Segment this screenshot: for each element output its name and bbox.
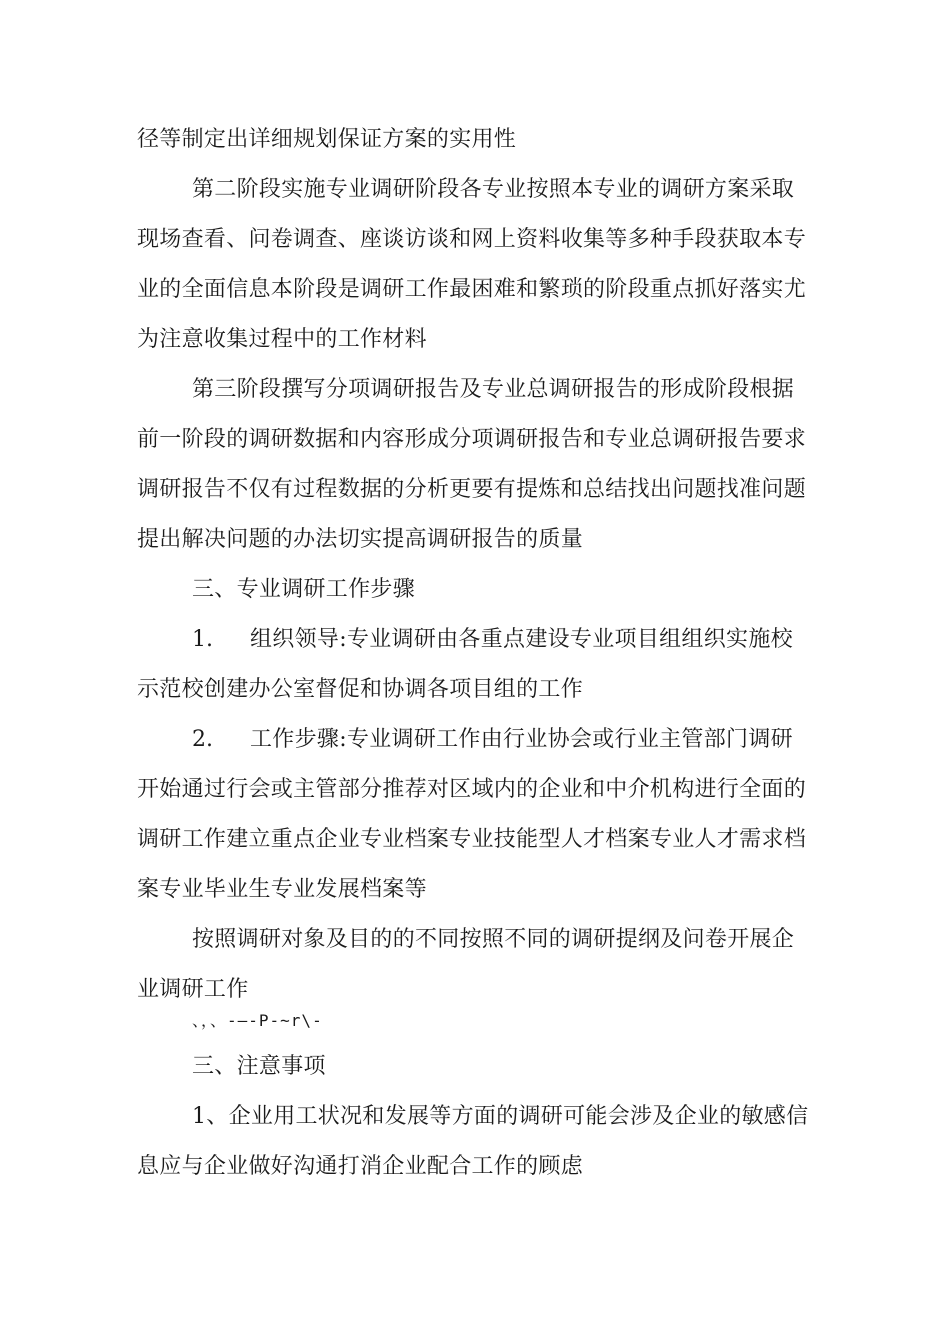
paragraph-line: 业的全面信息本阶段是调研工作最困难和繁琐的阶段重点抓好落实尤 xyxy=(137,277,807,302)
paragraph-line: 径等制定出详细规划保证方案的实用性 xyxy=(137,127,517,152)
paragraph-line: 工作步骤:专业调研工作由行业协会或行业主管部门调研 xyxy=(250,727,793,752)
paragraph-line: 案专业毕业生专业发展档案等 xyxy=(137,877,427,902)
paragraph-line: 现场查看、问卷调查、座谈访谈和网上资料收集等多种手段获取本专 xyxy=(137,227,807,252)
paragraph-line: 1、企业用工状况和发展等方面的调研可能会涉及企业的敏感信 xyxy=(192,1104,809,1129)
paragraph-line: 调研报告不仅有过程数据的分析更要有提炼和总结找出问题找准问题 xyxy=(137,477,807,502)
paragraph-line: 组织领导:专业调研由各重点建设专业项目组组织实施校 xyxy=(250,627,793,652)
paragraph-line: 前一阶段的调研数据和内容形成分项调研报告和专业总调研报告要求 xyxy=(137,427,807,452)
paragraph-line: 开始通过行会或主管部分推荐对区域内的企业和中介机构进行全面的 xyxy=(137,777,807,802)
paragraph-line: 为注意收集过程中的工作材料 xyxy=(137,327,427,352)
paragraph-line: 息应与企业做好沟通打消企业配合工作的顾虑 xyxy=(137,1154,584,1179)
section-heading: 三、注意事项 xyxy=(192,1054,326,1079)
list-item-number: 1. xyxy=(192,627,213,652)
paragraph-line: 示范校创建办公室督促和协调各项目组的工作 xyxy=(137,677,584,702)
paragraph-line: 按照调研对象及目的的不同按照不同的调研提纲及问卷开展企 xyxy=(192,927,795,952)
paragraph-line: 第三阶段撰写分项调研报告及专业总调研报告的形成阶段根据 xyxy=(192,377,795,402)
list-item-number: 2. xyxy=(192,727,213,752)
paragraph-line: 提出解决问题的办法切实提高调研报告的质量 xyxy=(137,527,584,552)
paragraph-line: 调研工作建立重点企业专业档案专业技能型人才档案专业人才需求档 xyxy=(137,827,807,852)
paragraph-line: 业调研工作 xyxy=(137,977,249,1002)
garbled-text-fragment: 、，、-—-P-~r\- xyxy=(192,1011,323,1030)
section-heading: 三、专业调研工作步骤 xyxy=(192,577,416,602)
paragraph-line: 第二阶段实施专业调研阶段各专业按照本专业的调研方案采取 xyxy=(192,177,795,202)
